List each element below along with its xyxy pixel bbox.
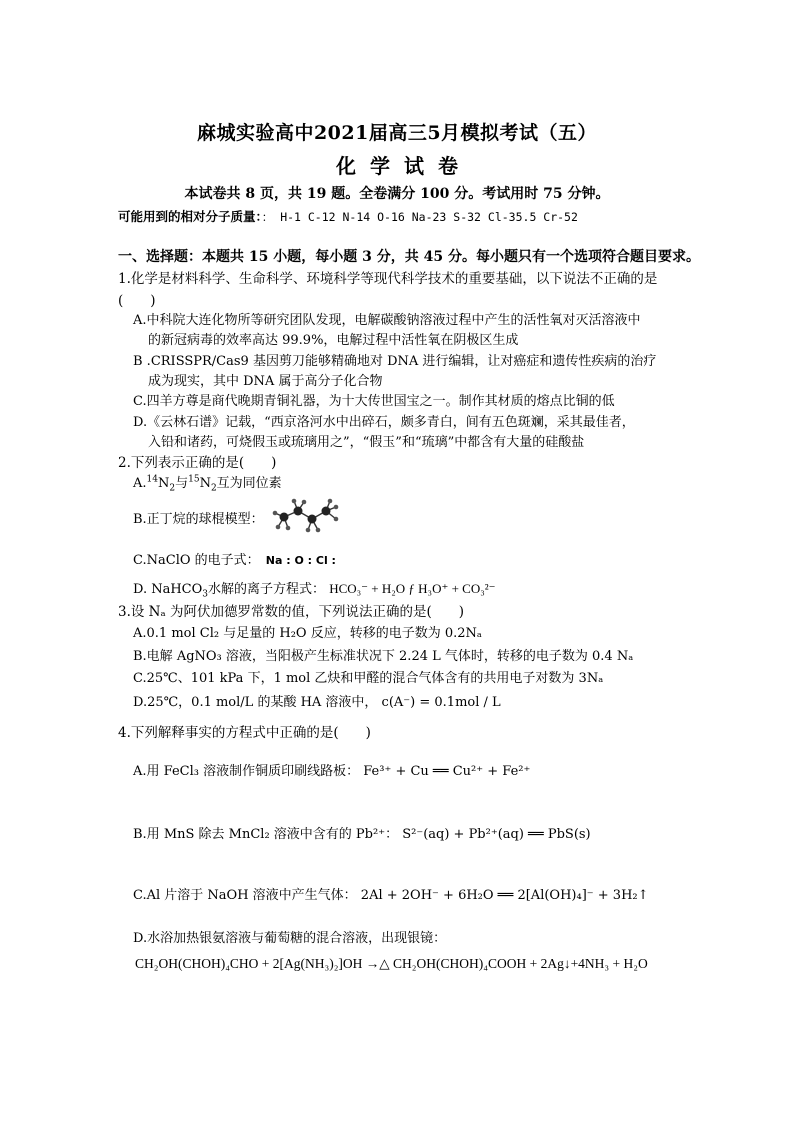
q2-a-mass1: 14 (146, 474, 158, 485)
q1-option-b-line1: B .CRISSPR/Cas9 基因剪刀能够精确地对 DNA 进行编辑，让对癌症和遗传性疾病的治疗 (133, 354, 657, 369)
masses-values: ： H-1 C-12 N-14 O-16 Na-23 S-32 Cl-35.5 Cr-52 (261, 210, 578, 224)
q1-option-d-line1: D.《云林石谱》记载，“西京洛河水中出碎石，颇多青白，间有五色斑斓，采其最佳者， (133, 415, 635, 430)
q2-a-n1: N (157, 476, 170, 491)
exam-info: 本试卷共 8 页，共 19 题。全卷满分 100 分。考试用时 75 分钟。 (184, 186, 610, 202)
q4-option-d: D.水浴加热银氨溶液与葡萄糖的混合溶液，出现银镜： (133, 931, 447, 946)
q3-stem: 3.设 Nₐ 为阿伏加德罗常数的值，下列说法正确的是( ) (118, 604, 465, 620)
q2-a-n2: N (199, 476, 211, 491)
butane-ball-stick-model (270, 497, 346, 537)
q2-option-c (133, 549, 336, 568)
q2-stem: 2.下列表示正确的是( ) (118, 455, 277, 471)
naclo-electron-formula: Na : O : Cl : (265, 554, 336, 567)
q1-option-b-line2: 成为现实，其中 DNA 属于高分子化合物 (148, 374, 383, 389)
q2-d-prefix: D. NaHCO (133, 582, 203, 597)
q3-option-d: D.25℃，0.1 mol/L 的某酸 HA 溶液中， c(A⁻) = 0.1mol / L (133, 695, 501, 710)
q2-option-b: B.正丁烷的球棍模型： (133, 512, 264, 527)
q1-option-a-line1: A.中科院大连化物所等研究团队发现，电解碳酸钠溶液过程中产生的活性氧对灭活溶液中 (133, 313, 641, 328)
masses-label: 可能用到的相对分子质量： (118, 209, 262, 224)
q3-option-a: A.0.1 mol Cl₂ 与足量的 H₂O 反应，转移的电子数为 0.2Nₐ (133, 626, 482, 641)
atomic-masses (118, 207, 578, 225)
q2-c-text: C.NaClO 的电子式： (133, 553, 260, 568)
q4-stem: 4.下列解释事实的方程式中正确的是( ) (118, 725, 371, 741)
section-title: 一、选择题：本题共 15 小题，每小题 3 分，共 45 分。每小题只有一个选项符合题目要求。 (118, 249, 700, 265)
exam-title: 麻城实验高中2021届高三5月模拟考试（五） (196, 122, 598, 144)
q1-option-c: C.四羊方尊是商代晚期青铜礼器，为十大传世国宝之一。制作其材质的熔点比铜的低 (133, 394, 615, 409)
q2-a-suffix: 互为同位素 (216, 476, 282, 491)
q2-a-with: 与 (175, 476, 189, 491)
q1-stem-line1: 1.化学是材料科学、生命科学、环境科学等现代科学技术的重要基础，以下说法不正确的是 (118, 271, 658, 287)
q1-option-d-line2: 入铅和诸药，可烧假玉或琉璃用之”，“假玉”和“琉璃”中都含有大量的硅酸盐 (148, 435, 585, 450)
q4-option-b: B.用 MnS 除去 MnCl₂ 溶液中含有的 Pb²⁺： S²⁻(aq) + Pb²⁺(aq) ══ PbS(s) (133, 827, 591, 842)
q2-a-mass2: 15 (188, 474, 200, 485)
q4-option-a: A.用 FeCl₃ 溶液制作铜质印刷线路板： Fe³⁺ + Cu ══ Cu²⁺ + Fe²⁺ (133, 764, 531, 779)
q3-option-c: C.25℃、101 kPa 下，1 mol 乙炔和甲醛的混合气体含有的共用电子对数为 3Nₐ (133, 671, 604, 686)
q2-option-d (133, 578, 496, 600)
q4-option-c: C.Al 片溶于 NaOH 溶液中产生气体： 2Al + 2OH⁻ + 6H₂O ══ 2[Al(OH)₄]⁻ + 3H₂↑ (133, 888, 649, 903)
q2-option-a (133, 472, 282, 494)
q4-option-d-equation: CH₂OH(CHOH)₄CHO + 2[Ag(NH₃)₂]OH →△ CH₂OH(CHOH)₄COOH + 2Ag↓+4NH₃ + H₂O (135, 956, 648, 971)
q2-d-sub: 3 (202, 589, 209, 600)
q2-d-equation: HCO₃⁻ + H₂O ƒ H₃O⁺ + CO₃²⁻ (329, 581, 496, 596)
q1-stem-line2: ( ) (118, 293, 156, 309)
q2-d-text: 水解的离子方程式： (208, 582, 326, 597)
q2-a-prefix: A. (133, 476, 147, 491)
q2-a-sub2: 2 (210, 483, 217, 494)
exam-subject: 化学试卷 (336, 154, 472, 178)
q2-a-sub1: 2 (169, 483, 176, 494)
q1-option-a-line2: 的新冠病毒的效率高达 99.9%，电解过程中活性氧在阴极区生成 (148, 333, 519, 348)
q3-option-b: B.电解 AgNO₃ 溶液，当阳极产生标准状况下 2.24 L 气体时，转移的电子数为 0.4 Nₐ (133, 649, 634, 664)
